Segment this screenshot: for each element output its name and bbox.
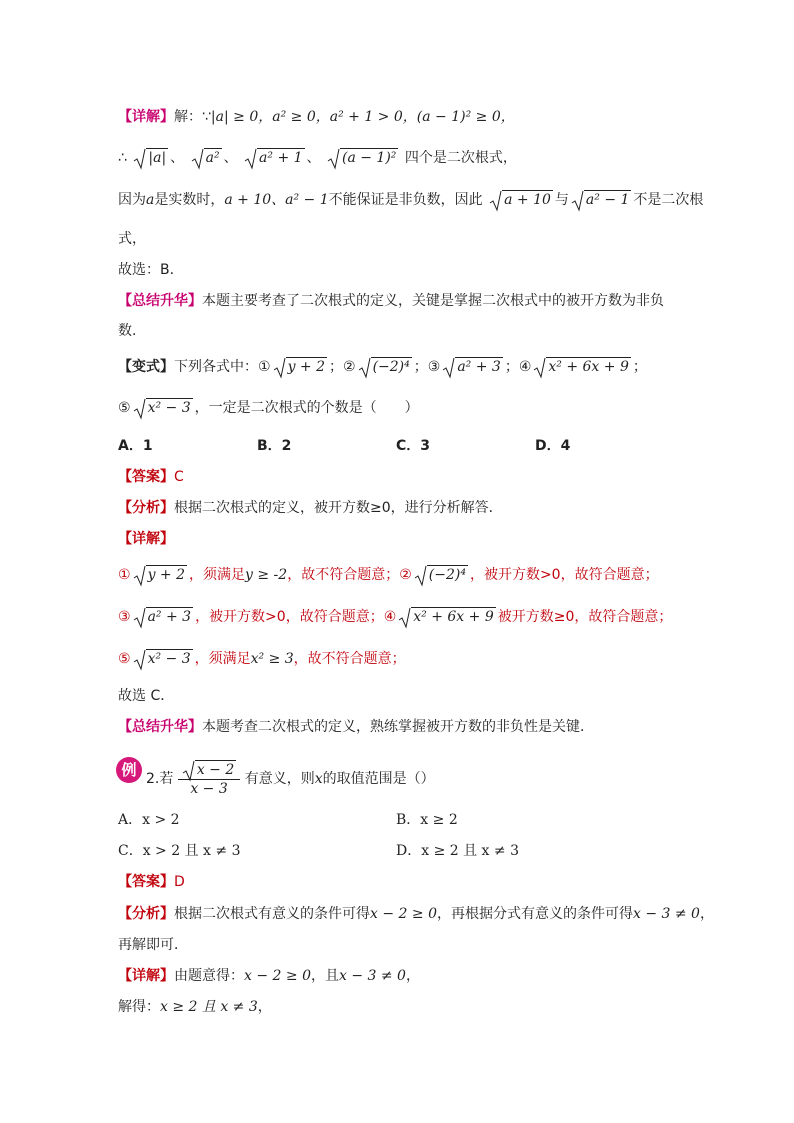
summary-text: 本题考查二次根式的定义，熟练掌握被开方数的非负性是关键． <box>202 719 594 735</box>
radical-5: a + 10 <box>489 190 553 210</box>
variant-line-2 <box>118 398 419 418</box>
text: 下列各式中： <box>174 359 258 375</box>
ex2-option-d: D．x ≥ 2 且 x ≠ 3 <box>396 843 519 859</box>
text: ，被开方数>0，故符合题意； <box>469 567 659 583</box>
variant-detail-2 <box>118 607 672 627</box>
inequalities: |a| ≥ 0，a² ≥ 0，a² + 1 > 0，(a − 1)² ≥ 0， <box>210 109 515 125</box>
summary-line-2: 数. <box>118 323 137 339</box>
text: ，故不符合题意；② <box>287 567 412 583</box>
summary-line-1 <box>118 291 664 311</box>
numerator <box>178 760 240 780</box>
text: ③ <box>118 609 131 625</box>
expr: x² ≥ 3 <box>250 651 294 667</box>
variant-detail-3 <box>118 649 406 669</box>
text: ；② <box>329 359 356 375</box>
ex2-option-a: A．x > 2 <box>118 812 180 828</box>
radical-v4: x² + 6x + 9 <box>533 357 630 377</box>
text: 是实数时， <box>154 192 225 208</box>
tag-answer: 【答案】 <box>118 469 174 485</box>
text: ； <box>632 359 647 375</box>
text: ，且 <box>310 968 339 984</box>
therefore: ∴ <box>118 150 127 166</box>
text: 有意义，则 <box>244 771 315 787</box>
radical-4: (a − 1)² <box>327 148 398 168</box>
choose-line: 故选：B. <box>118 262 175 278</box>
radical-d1: y + 2 <box>133 565 187 585</box>
question-tail: ，一定是二次根式的个数是（ ） <box>194 400 419 416</box>
tag-analysis-2: 【分析】 <box>118 906 174 922</box>
text: 不是二次根 <box>633 192 704 208</box>
expr: x − 2 ≥ 0 <box>370 906 437 922</box>
radical-2: a² <box>191 148 222 168</box>
text: 由题意得： <box>174 968 244 984</box>
text: 解得： <box>118 999 160 1015</box>
detail-heading <box>118 529 174 549</box>
variant-summary <box>118 717 594 737</box>
ex2-detail <box>118 966 420 986</box>
expr: x − 2 ≥ 0 <box>244 968 311 984</box>
variant-detail-1 <box>118 565 659 585</box>
radical-num: x − 2 <box>182 760 236 779</box>
text: ， <box>699 906 714 922</box>
analysis-text: 根据二次根式的定义，被开方数≥0，进行分析解答． <box>174 500 503 516</box>
text: ， <box>257 999 272 1015</box>
tag-summary-2: 【总结升华】 <box>118 719 202 735</box>
text: ① <box>118 567 131 583</box>
tag-analysis: 【分析】 <box>118 500 174 516</box>
answer-value: C <box>174 469 184 485</box>
radical-d3: a² + 3 <box>133 607 194 627</box>
radical-d4: x² + 6x + 9 <box>398 607 495 627</box>
radical-v5: x² − 3 <box>133 398 193 418</box>
tag-summary: 【总结升华】 <box>118 293 202 309</box>
text: 不能保证是非负数，因此 <box>328 192 483 208</box>
example2-question <box>146 760 435 798</box>
ex2-answer-value: D <box>174 874 185 890</box>
option-c: C．3 <box>396 438 431 454</box>
option-a: A．1 <box>118 438 153 454</box>
example-badge: 例 <box>116 757 142 783</box>
detail-line-2: ∴ |a| 、 a² 、 a² + 1 、 (a − 1)² 四个是二次根式， <box>118 150 517 166</box>
text: 的取值范围是（） <box>322 771 435 787</box>
tag-variant: 【变式】 <box>118 359 174 375</box>
four-are-radicals: 四个是二次根式， <box>404 150 517 166</box>
radical-v1: y + 2 <box>273 357 327 377</box>
tag-detail-2: 【详解】 <box>118 531 174 547</box>
radical-v3: a² + 3 <box>442 357 503 377</box>
text: 根据二次根式有意义的条件可得 <box>174 906 370 922</box>
text: ，被开方数>0，故符合题意；④ <box>195 609 397 625</box>
text: ；④ <box>504 359 532 375</box>
radical-v2: (−2)⁴ <box>358 357 412 377</box>
text: ，须满足 <box>189 567 246 583</box>
text: 与 <box>554 192 569 208</box>
text: ① <box>258 359 271 375</box>
question-num: 2.若 <box>146 771 174 787</box>
ex2-solve <box>118 997 272 1017</box>
tag-answer-2: 【答案】 <box>118 874 174 890</box>
expr: a + 10、a² − 1 <box>224 192 329 208</box>
detail-line-1 <box>118 107 515 127</box>
radical-d2: (−2)⁴ <box>414 565 468 585</box>
var-a: a <box>146 192 155 208</box>
ex2-analysis-2: 再解即可． <box>118 937 188 953</box>
expr: x ≥ 2 且 x ≠ 3 <box>160 999 258 1015</box>
text: ，故不符合题意； <box>293 651 406 667</box>
ex2-option-b: B．x ≥ 2 <box>396 812 458 828</box>
ex2-answer-line <box>118 872 185 892</box>
expr: x − 3 ≠ 0 <box>632 906 700 922</box>
radical-d5: x² − 3 <box>133 649 193 669</box>
expr: x − 3 ≠ 0 <box>338 968 406 984</box>
ex2-option-c: C．x > 2 且 x ≠ 3 <box>118 843 241 859</box>
expr: y ≥ -2 <box>245 567 288 583</box>
detail-line-4: 式， <box>118 231 146 247</box>
option-b: B．2 <box>257 438 292 454</box>
text: ，须满足 <box>194 651 251 667</box>
analysis-line <box>118 498 503 518</box>
radical-3: a² + 1 <box>244 148 305 168</box>
radical-1: |a| <box>133 148 168 168</box>
solution-prefix: 解：∵ <box>174 109 211 125</box>
tag-detail-3: 【详解】 <box>118 968 174 984</box>
tag-detail: 【详解】 <box>118 109 174 125</box>
var: x <box>314 771 323 787</box>
variant-line-1 <box>118 357 647 377</box>
option-d: D．4 <box>535 438 571 454</box>
text: ⑤ <box>118 400 131 416</box>
text: ，再根据分式有意义的条件可得 <box>436 906 633 922</box>
text: 被开方数≥0，故符合题意； <box>497 609 673 625</box>
fraction <box>178 760 240 798</box>
ex2-analysis-1 <box>118 904 714 924</box>
radical-6: a² − 1 <box>571 190 632 210</box>
text: ， <box>405 968 420 984</box>
detail-line-3 <box>118 190 703 210</box>
denominator: x − 3 <box>190 781 228 797</box>
variant-choose: 故选 C． <box>118 688 175 704</box>
text: ；③ <box>413 359 441 375</box>
text: ⑤ <box>118 651 131 667</box>
answer-line <box>118 467 184 487</box>
summary-text: 本题主要考查了二次根式的定义，关键是掌握二次根式中的被开方数为非负 <box>202 293 664 309</box>
text: 因为 <box>118 192 146 208</box>
